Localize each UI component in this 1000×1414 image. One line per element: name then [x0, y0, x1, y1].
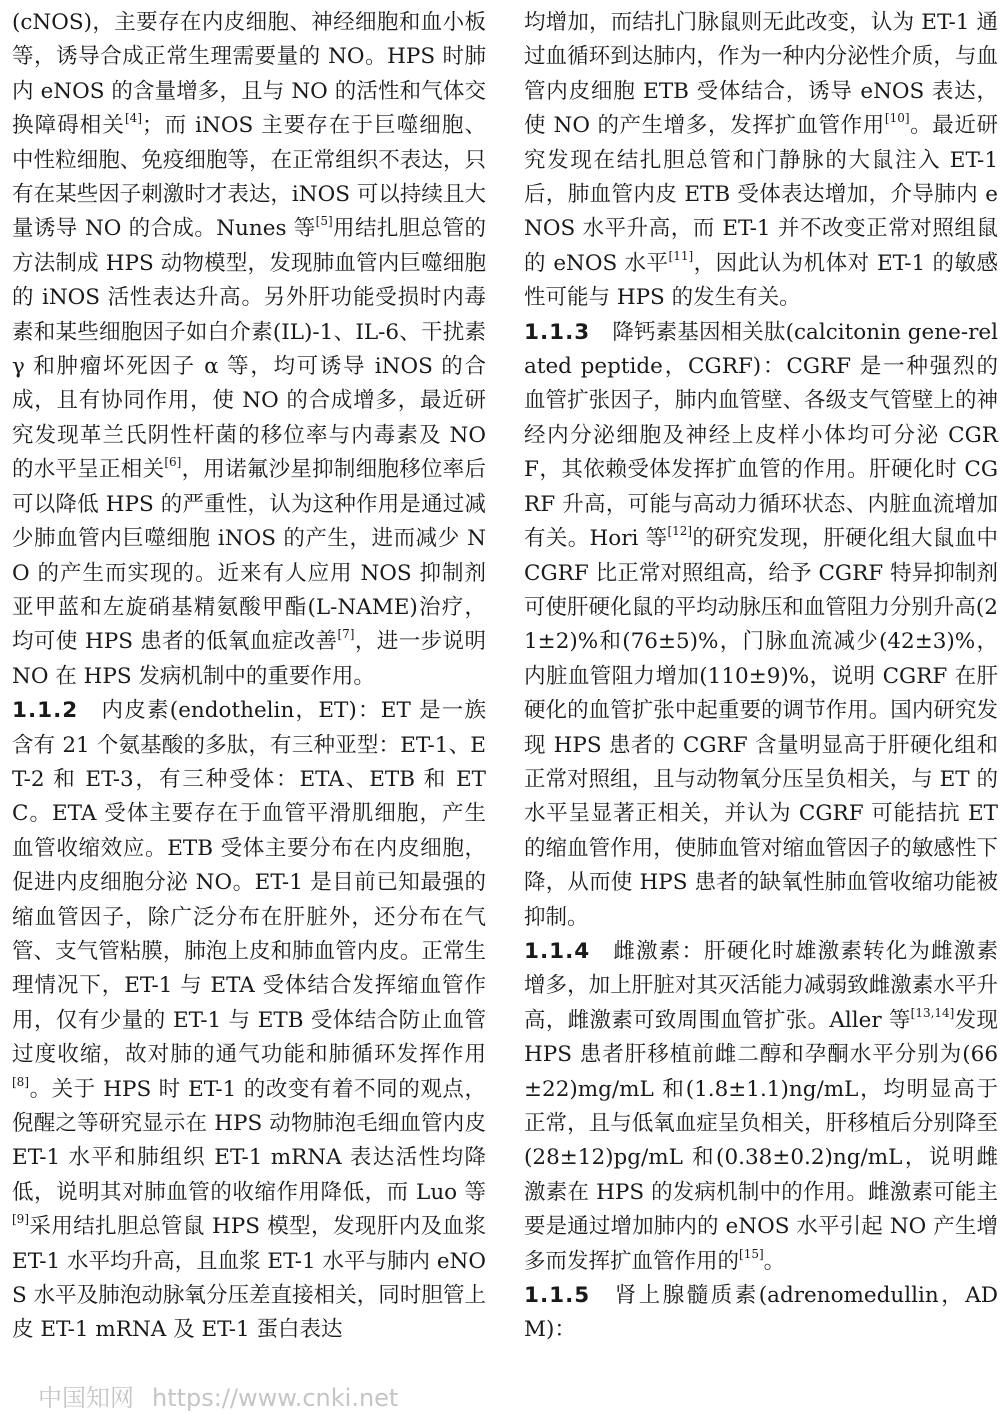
citation-ref: [8] [12, 1074, 29, 1089]
text-segment: 。 [763, 1248, 786, 1274]
section-number: 1.1.3 [524, 319, 591, 345]
text-segment: 降钙素基因相关肽(calcitonin gene-related peptide，CGRF)：CGRF 是一种强烈的血管扩张因子，肺内血管壁、各级支气管壁上的神经内分泌细胞及神经上皮样小体均可分泌 CGRF，其依赖受体发挥扩血管的作用。肝硬化时 CGRF 升高，可能与高动力循环状态、内脏血流增加有关。Hori 等 [524, 319, 998, 552]
text-segment: 的研究发现，肝硬化组大鼠血中 CGRF 比正常对照组高，给予 CGRF 特异抑制剂可使肝硬化鼠的平均动脉压和血管阻力分别升高(21±2)%和(76±5)%，门脉血流减少(42±3)%，内脏血管阻力增加(110±9)%，说明 CGRF 在肝硬化的血管扩张中起重要的调节作用。国内研究发现 HPS 患者的 CGRF 含量明显高于肝硬化组和正常对照组，且与动物氧分压呈负相关，与 ET 的水平呈显著正相关，并认为 CGRF 可能拮抗 ET 的缩血管作用，使肺血管对缩血管因子的敏感性下降，从而使 HPS 患者的缺氧性肺血管收缩功能被抑制。 [524, 526, 998, 930]
section-1-1-4 [524, 935, 998, 1279]
citation-ref: [11] [668, 248, 694, 263]
text-segment: 用结扎胆总管的方法制成 HPS 动物模型，发现肺血管内巨噬细胞的 iNOS 活性表达升高。另外肝功能受损时内毒素和某些细胞因子如白介素(IL)-1、IL-6、干扰素 γ 和肿瘤坏死因子 α 等，均可诱导 iNOS 的合成，且有协同作用，使 NO 的合成增多，最近研究发现革兰氏阴性杆菌的移位率与内毒素及 NO 的水平呈正相关 [12, 216, 486, 483]
text-segment: 肾上腺髓质素(adrenomedullin，ADM)： [524, 1283, 998, 1343]
citation-ref: [4] [125, 111, 142, 126]
text-segment: (cNOS)，主要存在内皮细胞、神经细胞和血小板等，诱导合成正常生理需要量的 NO。HPS 时肺内 eNOS 的含量增多，且与 NO 的活性和气体交换障碍相关 [12, 10, 486, 139]
section-number: 1.1.2 [12, 698, 79, 724]
section-1-1-2 [12, 694, 486, 1348]
text-segment: 。关于 HPS 时 ET-1 的改变有着不同的观点，倪醒之等研究显示在 HPS 动物肺泡毛细血管内皮 ET-1 水平和肺组织 ET-1 mRNA 表达活性均降低，说明其对肺血管的收缩作用降低，而 Luo 等 [12, 1076, 486, 1205]
paragraph-et-continued [524, 6, 998, 316]
cnki-watermark [38, 1378, 416, 1413]
text-segment: ，因此认为机体对 ET-1 的敏感性可能与 HPS 的发生有关。 [524, 250, 998, 311]
section-number: 1.1.4 [524, 938, 591, 964]
watermark-url: https://www.cnki.net [152, 1384, 399, 1412]
watermark-site: 中国知网 [38, 1384, 134, 1412]
citation-ref: [12] [667, 524, 693, 539]
text-segment: ，进一步说明 NO 在 HPS 发病机制中的重要作用。 [12, 629, 486, 689]
left-column [12, 6, 486, 1348]
text-segment: 雌激素：肝硬化时雄激素转化为雌激素增多，加上肝脏对其灭活能力减弱致雌激素水平升高，雌激素可致周围血管扩张。Aller 等 [524, 938, 998, 1033]
citation-ref: [6] [164, 455, 182, 470]
citation-ref: [5] [315, 214, 333, 229]
citation-ref: [10] [884, 111, 910, 126]
citation-ref: [7] [337, 627, 355, 642]
citation-ref: [15] [739, 1246, 764, 1261]
right-column [524, 6, 998, 1348]
text-segment: 采用结扎胆总管鼠 HPS 模型，发现肝内及血浆 ET-1 水平均升高，且血浆 ET-1 水平与肺内 eNOS 水平及肺泡动脉氧分压差直接相关，同时胆管上皮 ET-1 mRNA 及 ET-1 蛋白表达 [12, 1214, 486, 1343]
section-1-1-5 [524, 1279, 998, 1348]
text-segment: ；而 iNOS 主要存在于巨噬细胞、中性粒细胞、免疫细胞等，在正常组织不表达，只有在某些因子刺激时才表达，iNOS 可以持续且大量诱导 NO 的合成。Nunes 等 [12, 113, 486, 242]
section-1-1-3 [524, 316, 998, 935]
section-number: 1.1.5 [524, 1283, 591, 1309]
text-segment: ，用诺氟沙星抑制细胞移位率后可以降低 HPS 的严重性，认为这种作用是通过减少肺血管内巨噬细胞 iNOS 的产生，进而减少 NO 的产生而实现的。近来有人应用 NOS 抑制剂亚甲蓝和左旋硝基精氨酸甲酯(L-NAME)治疗，均可使 HPS 患者的低氧血症改善 [12, 457, 486, 655]
paragraph-nos [12, 6, 486, 694]
text-segment: 。最近研究发现在结扎胆总管和门静脉的大鼠注入 ET-1 后，肺血管内皮 ETB 受体表达增加，介导肺内 eNOS 水平升高，而 ET-1 并不改变正常对照组鼠的 eNOS 水平 [524, 113, 998, 276]
citation-ref: [13,14] [910, 1005, 955, 1020]
citation-ref: [9] [12, 1212, 29, 1227]
text-segment: 内皮素(endothelin，ET)：ET 是一族含有 21 个氨基酸的多肽，有三种亚型：ET-1、ET-2 和 ET-3，有三种受体：ETA、ETB 和 ETC。ETA 受体主要存在于血管平滑肌细胞，产生血管收缩效应。ETB 受体主要分布在内皮细胞，促进内皮细胞分泌 NO。ET-1 是目前已知最强的缩血管因子，除广泛分布在肝脏外，还分布在气管、支气管粘膜，肺泡上皮和肺血管内皮。正常生理情况下，ET-1 与 ETA 受体结合发挥缩血管作用，仅有少量的 ET-1 与 ETB 受体结合防止血管过度收缩，故对肺的通气功能和肺循环发挥作用 [12, 698, 486, 1068]
text-segment: 均增加，而结扎门脉鼠则无此改变，认为 ET-1 通过血循环到达肺内，作为一种内分泌性介质，与血管内皮细胞 ETB 受体结合，诱导 eNOS 表达，使 NO 的产生增多，发挥扩血管作用 [524, 10, 998, 139]
text-segment: 发现 HPS 患者肝移植前雌二醇和孕酮水平分别为(66±22)mg/mL 和(1.8±1.1)ng/mL，均明显高于正常，且与低氧血症呈负相关，肝移植后分别降至(28±12)pg/mL 和(0.38±0.2)ng/mL，说明雌激素在 HPS 的发病机制中的作用。雌激素可能主要是通过增加肺内的 eNOS 水平引起 NO 产生增多而发挥扩血管作用的 [524, 1007, 998, 1274]
